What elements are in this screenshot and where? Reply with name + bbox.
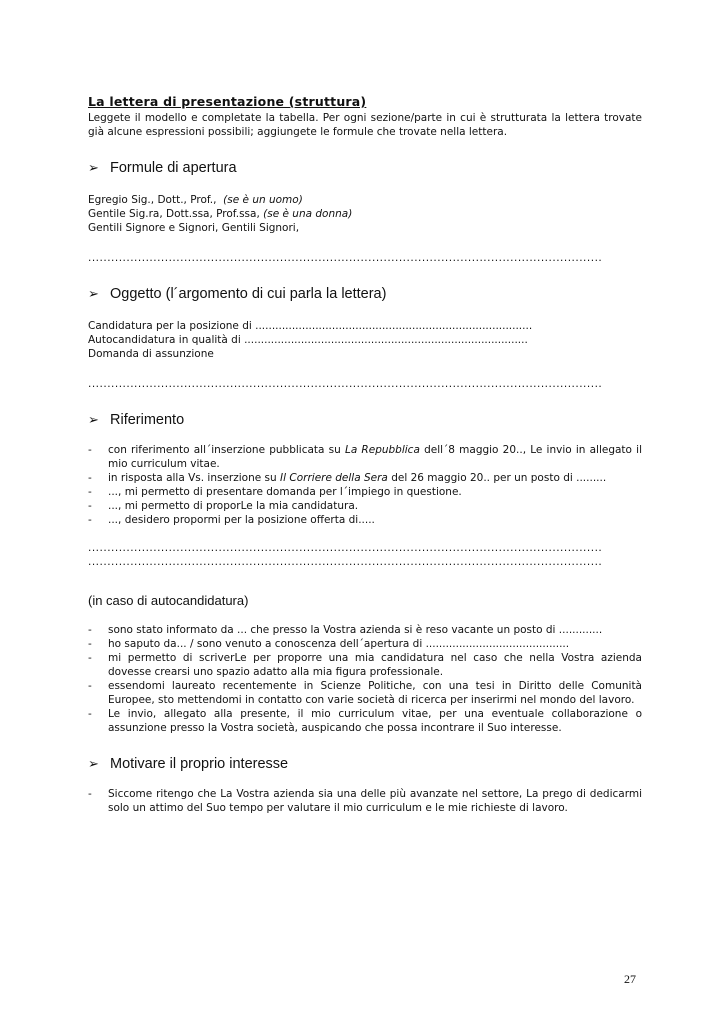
arrow-bullet-icon: ➢: [88, 412, 99, 427]
oggetto-line: Domanda di assunzione: [88, 348, 214, 360]
section-heading-riferimento: ➢ Riferimento: [88, 412, 185, 428]
fill-in-line: ......................................................................................................................................: [88, 542, 603, 554]
page-title: La lettera di presentazione (struttura): [88, 94, 367, 109]
list-item: - Le invio, allegato alla presente, il mio curriculum vitae, per una eventuale collaborazione o assunzione presso la Vostra società, auspicando che possa incontrare il Suo interesse.: [88, 707, 642, 735]
arrow-bullet-icon: ➢: [88, 756, 99, 771]
fill-in-line: ......................................................................................................................................: [88, 252, 603, 264]
arrow-bullet-icon: ➢: [88, 160, 99, 175]
intro-text: Leggete il modello e completate la tabella. Per ogni sezione/parte in cui è strutturata la lettera trovate già alcune espressioni possibili; aggiungete le formule che trovate nella lettera.: [88, 112, 642, 138]
page-number: 27: [624, 972, 636, 986]
list-item: - in risposta alla Vs. inserzione su Il Corriere della Sera del 26 maggio 20.. per un posto di .........: [88, 471, 642, 485]
fill-in-line: ......................................................................................................................................: [88, 378, 603, 390]
list-item: - essendomi laureato recentemente in Scienze Politiche, con una tesi in Diritto delle Comunità Europee, sto mettendomi in contatto con varie società di ricerca per inserirmi nel mondo del lavoro.: [88, 679, 642, 707]
list-item: - Siccome ritengo che La Vostra azienda sia una delle più avanzate nel settore, La prego di dedicarmi solo un attimo del Suo tempo per valutare il mio curriculum e le mie richieste di lavoro.: [88, 787, 642, 815]
apertura-line: Gentile Sig.ra, Dott.ssa, Prof.ssa, (se è una donna): [88, 208, 353, 220]
oggetto-line: Candidatura per la posizione di ...................................................................................: [88, 320, 533, 332]
oggetto-block: [88, 319, 642, 361]
list-item: - con riferimento all´inserzione pubblicata su La Repubblica dell´8 maggio 20.., Le invio in allegato il mio curriculum vitae.: [88, 443, 642, 471]
autocandidatura-note: (in caso di autocandidatura): [88, 593, 249, 608]
riferimento-list: [88, 443, 642, 527]
list-item: - sono stato informato da ... che presso la Vostra azienda si è reso vacante un posto di .............: [88, 623, 642, 637]
list-item: - ..., desidero propormi per la posizione offerta di.....: [88, 513, 642, 527]
apertura-line: Gentili Signore e Signori, Gentili Signori,: [88, 222, 300, 234]
list-item: - ..., mi permetto di presentare domanda per l´impiego in questione.: [88, 485, 642, 499]
section-heading-oggetto: ➢ Oggetto (l´argomento di cui parla la lettera): [88, 286, 387, 302]
list-item: - mi permetto di scriverLe per proporre una mia candidatura nel caso che nella Vostra azienda dovesse crearsi uno spazio adatto alla mia figura professionale.: [88, 651, 642, 679]
apertura-block: [88, 193, 642, 235]
interesse-list: [88, 787, 642, 815]
apertura-line: Egregio Sig., Dott., Prof., (se è un uomo): [88, 194, 303, 206]
arrow-bullet-icon: ➢: [88, 286, 99, 301]
autocandidatura-list: [88, 623, 642, 735]
list-item: - ho saputo da... / sono venuto a conoscenza dell´apertura di ...........................................: [88, 637, 642, 651]
oggetto-line: Autocandidatura in qualità di .....................................................................................: [88, 334, 528, 346]
document-page: [88, 94, 642, 815]
fill-in-line: ......................................................................................................................................: [88, 556, 603, 568]
section-heading-interesse: ➢ Motivare il proprio interesse: [88, 756, 289, 772]
list-item: - ..., mi permetto di proporLe la mia candidatura.: [88, 499, 642, 513]
section-heading-apertura: ➢ Formule di apertura: [88, 160, 237, 176]
